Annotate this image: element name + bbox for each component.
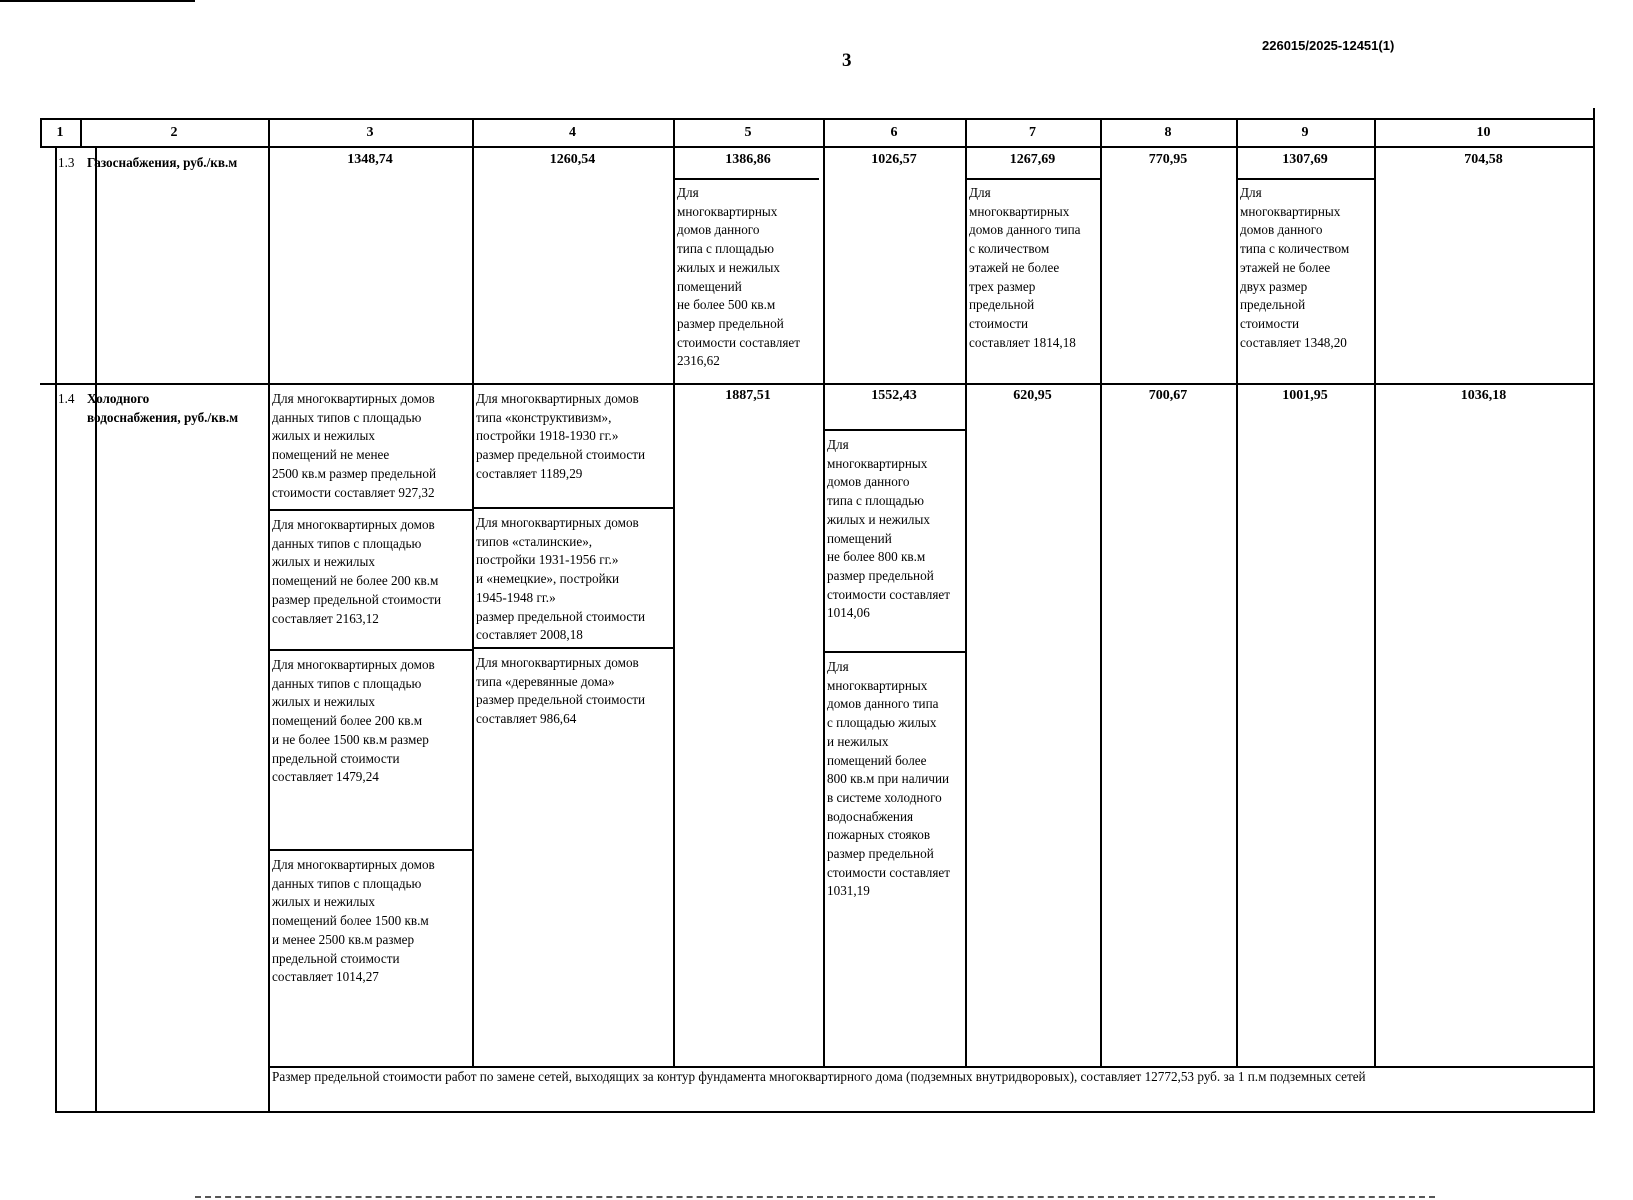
- c4-split-2: [472, 647, 674, 649]
- col-1-left-body: [55, 146, 57, 1113]
- row-1-3-name: Газоснабжения, руб./кв.м: [87, 155, 238, 170]
- row-1-3-col-9: 1307,69: [1282, 152, 1328, 167]
- row-1-3-col-5-note: Для многоквартирных домов данного типа с площадью жилых и нежилых помещений не более 500 кв.м размер предельной стоимости составляет 2316,62: [677, 185, 801, 369]
- row-1-3-number: 1.3: [58, 155, 75, 170]
- col-3-left: [268, 118, 270, 1113]
- header-row-bottom: [40, 146, 1595, 148]
- document-id: 226015/2025-12451(1): [1262, 38, 1395, 53]
- top-edge-rule: [0, 0, 195, 2]
- row-1-4-col-4-note-3: Для многоквартирных домов типа «деревянные дома» размер предельной стоимости составляет 986,64: [476, 655, 646, 727]
- row-1-4-col-3-note-1: Для многоквартирных домов данных типов с площадью жилых и нежилых помещений не менее 2500 кв.м размер предельной стоимости составляет 927,32: [272, 391, 436, 500]
- c3-split-3: [268, 849, 472, 851]
- row-1-4-col-4-note-1: Для многоквартирных домов типа «конструктивизм», постройки 1918-1930 гг.» размер предельной стоимости составляет 1189,29: [476, 391, 646, 481]
- col-6-left: [823, 118, 825, 1068]
- row-1-3-col-10: 704,58: [1464, 152, 1503, 167]
- row-1-4-col-7: 620,95: [1013, 388, 1052, 403]
- tariff-table: [40, 108, 1595, 1118]
- page-number: 3: [842, 50, 852, 71]
- table-border-top: [40, 118, 1595, 120]
- col-10-left: [1374, 118, 1376, 1068]
- col-header-4: 4: [569, 125, 576, 140]
- col-header-7: 7: [1029, 125, 1036, 140]
- c5-r13-split: [673, 178, 819, 180]
- row-1-4-col-3-note-2: Для многоквартирных домов данных типов с площадью жилых и нежилых помещений не более 200 кв.м размер предельной стоимости составляет 2163,12: [272, 517, 442, 626]
- row-1-3-col-4: 1260,54: [549, 152, 596, 167]
- col-5-left: [673, 118, 675, 1068]
- col-7-left: [965, 118, 967, 1068]
- footnote-top-rule: [268, 1066, 1595, 1068]
- col-header-10: 10: [1476, 125, 1491, 140]
- row-1-3-col-7-note: Для многоквартирных домов данного типа с количеством этажей не более трех размер предельной стоимости составляет 1814,18: [969, 185, 1081, 350]
- row-1-4-col-10: 1036,18: [1460, 388, 1507, 403]
- col-header-1: 1: [56, 125, 64, 140]
- row-1-4-number: 1.4: [58, 391, 75, 406]
- c6-split-2: [823, 651, 965, 653]
- col-header-5: 5: [744, 125, 752, 140]
- row-1-3-col-3: 1348,74: [347, 152, 393, 167]
- row-1-3-col-6: 1026,57: [871, 152, 917, 167]
- row-1-4-col-3-note-3: Для многоквартирных домов данных типов с площадью жилых и нежилых помещений более 200 кв.м и не более 1500 кв.м размер предельной стоимости составляет 1479,24: [272, 657, 435, 785]
- c3-split-1: [268, 509, 472, 511]
- c3-split-2: [268, 649, 472, 651]
- c4-split-1: [472, 507, 674, 509]
- row-1-3-col-8: 770,95: [1148, 152, 1188, 167]
- c9-r13-split: [1236, 178, 1374, 180]
- col-header-3: 3: [366, 125, 374, 140]
- row-1-4-name: Холодного водоснабжения, руб./кв.м: [87, 391, 239, 425]
- row-1-4-col-5: 1887,51: [725, 388, 771, 403]
- col-2-left-body: [95, 146, 97, 1113]
- row-1-3-col-5: 1386,86: [725, 152, 771, 167]
- row-1-4-col-6-note-1: Для многоквартирных домов данного типа с площадью жилых и нежилых помещений не более 800 кв.м размер предельной стоимости составляет 1014,06: [827, 437, 951, 621]
- col-header-9: 9: [1301, 125, 1309, 140]
- bottom-scan-rule: [195, 1196, 1435, 1200]
- row-1-4-col-6: 1552,43: [871, 388, 917, 403]
- row-1-4-footnote: Размер предельной стоимости работ по замене сетей, выходящих за контур фундамента многоквартирного дома (подземных внутридворовых), составляет 12772,53 руб. за 1 п.м подземных сетей: [272, 1069, 1366, 1084]
- col-8-left: [1100, 118, 1102, 1068]
- row-1-3-col-7: 1267,69: [1009, 152, 1056, 167]
- row-1-4-col-4-note-2: Для многоквартирных домов типов «сталинские», постройки 1931-1956 гг.» и «немецкие», постройки 1945-1948 гг.» размер предельной стоимости составляет 2008,18: [476, 515, 646, 643]
- col-header-2: 2: [170, 125, 178, 140]
- row-1-3-col-9-note: Для многоквартирных домов данного типа с количеством этажей не более двух размер предельной стоимости составляет 1348,20: [1240, 185, 1350, 350]
- row-1-4-col-9: 1001,95: [1282, 388, 1328, 403]
- row-1-3-bottom: [40, 383, 1595, 385]
- col-header-6: 6: [890, 125, 898, 140]
- row-1-4-col-3-note-4: Для многоквартирных домов данных типов с площадью жилых и нежилых помещений более 1500 кв.м и менее 2500 кв.м размер предельной стоимости составляет 1014,27: [272, 857, 435, 985]
- col-header-8: 8: [1164, 125, 1172, 140]
- table-border-bottom: [55, 1111, 1595, 1113]
- row-1-4-col-8: 700,67: [1148, 388, 1188, 403]
- col-9-left: [1236, 118, 1238, 1068]
- c7-r13-split: [965, 178, 1100, 180]
- col-4-left: [472, 118, 474, 1068]
- c6-split-1: [823, 429, 965, 431]
- table-border-right: [1593, 108, 1595, 1113]
- row-1-4-col-6-note-2: Для многоквартирных домов данного типа с площадью жилых и нежилых помещений более 800 кв.м при наличии в системе холодного водоснабжения пожарных стояков размер предельной стоимости составляет 1031,19: [827, 659, 951, 899]
